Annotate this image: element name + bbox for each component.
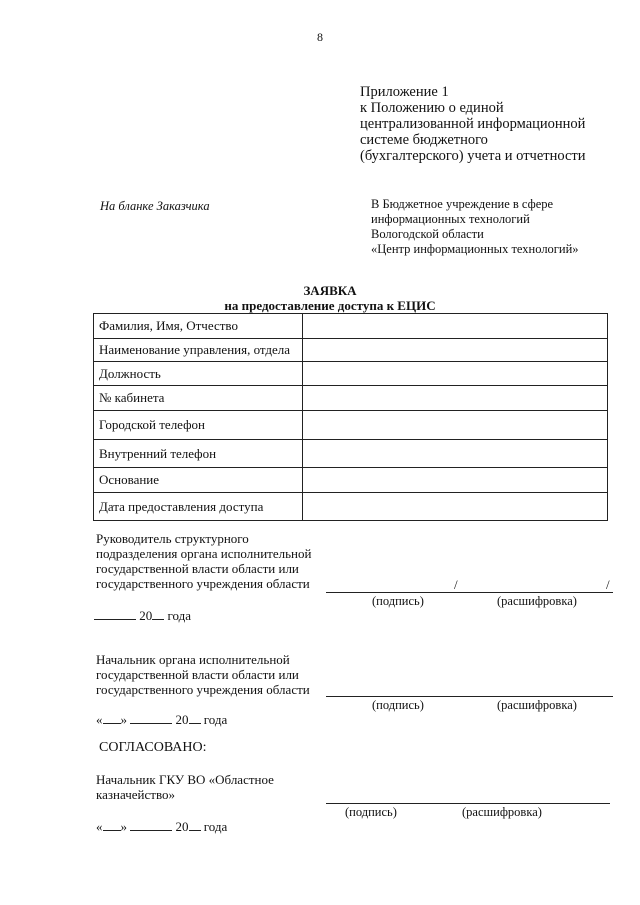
form-row-label: № кабинета xyxy=(94,386,303,411)
block2-line: государственной власти области или xyxy=(96,667,299,682)
form-row-label: Дата предоставления доступа xyxy=(94,493,303,521)
appendix-line: к Положению о единой xyxy=(360,100,504,116)
addressee-line: информационных технологий xyxy=(371,212,530,226)
month-blank[interactable] xyxy=(130,711,172,724)
block3-signature-line[interactable] xyxy=(326,803,610,804)
day-blank[interactable] xyxy=(103,818,121,831)
open-quote: « xyxy=(96,819,103,834)
appendix-line: системе бюджетного xyxy=(360,132,488,148)
year-blank[interactable] xyxy=(189,818,201,831)
on-blank-note: На бланке Заказчика xyxy=(100,199,210,213)
form-row xyxy=(94,468,608,493)
addressee xyxy=(371,197,579,257)
request-form-table xyxy=(93,313,608,521)
addressee-line: «Центр информационных технологий» xyxy=(371,242,579,256)
block3-line: Начальник ГКУ ВО «Областное xyxy=(96,772,274,787)
block3-signature-caption: (подпись) xyxy=(345,805,397,819)
addressee-line: Вологодской области xyxy=(371,227,484,241)
addressee-line: В Бюджетное учреждение в сфере xyxy=(371,197,554,211)
close-quote: » xyxy=(120,712,127,727)
form-row-label: Должность xyxy=(94,362,303,386)
block3-date xyxy=(96,818,227,835)
block3-decode-caption: (расшифровка) xyxy=(462,805,542,819)
form-row-label: Наименование управления, отдела xyxy=(94,339,303,362)
year-word: года xyxy=(167,608,192,623)
document-title: ЗАЯВКА xyxy=(303,283,357,298)
block1-signature-caption: (подпись) xyxy=(372,594,424,608)
block1-date xyxy=(94,607,191,624)
form-row-field[interactable] xyxy=(303,468,608,493)
year-prefix: 20 xyxy=(139,608,153,623)
agreed-heading: СОГЛАСОВАНО: xyxy=(99,740,207,755)
form-row xyxy=(94,493,608,521)
form-row-label: Городской телефон xyxy=(94,411,303,440)
month-blank[interactable] xyxy=(130,818,172,831)
document-subtitle: на предоставление доступа к ЕЦИС xyxy=(224,298,436,313)
form-row-field[interactable] xyxy=(303,440,608,468)
form-row xyxy=(94,411,608,440)
open-quote: « xyxy=(96,712,103,727)
form-row-field[interactable] xyxy=(303,362,608,386)
form-row xyxy=(94,339,608,362)
block1-line: государственной власти области или xyxy=(96,561,299,576)
appendix-line: (бухгалтерского) учета и отчетности xyxy=(360,148,586,164)
block1-line: подразделения органа исполнительной xyxy=(96,546,312,561)
form-row xyxy=(94,440,608,468)
block2-line: государственного учреждения области xyxy=(96,682,310,697)
block1-line: Руководитель структурного xyxy=(96,531,249,546)
appendix-line: централизованной информационной xyxy=(360,116,586,132)
day-blank[interactable] xyxy=(94,607,136,620)
block1-signature-line[interactable] xyxy=(326,592,613,593)
form-row-field[interactable] xyxy=(303,411,608,440)
block2-decode-caption: (расшифровка) xyxy=(497,698,577,712)
year-word: года xyxy=(203,819,228,834)
year-word: года xyxy=(203,712,228,727)
form-row-label: Основание xyxy=(94,468,303,493)
form-row-field[interactable] xyxy=(303,493,608,521)
page-number: 8 xyxy=(317,30,323,44)
form-row xyxy=(94,362,608,386)
appendix-note xyxy=(360,84,586,164)
block2-signature-line[interactable] xyxy=(326,696,613,697)
day-blank[interactable] xyxy=(103,711,121,724)
year-blank[interactable] xyxy=(152,607,164,620)
block1-position xyxy=(96,531,311,591)
form-row xyxy=(94,314,608,339)
form-row-field[interactable] xyxy=(303,314,608,339)
block1-line: государственного учреждения области xyxy=(96,576,310,591)
block3-line: казначейство» xyxy=(96,787,175,802)
block1-slash: / xyxy=(454,577,458,592)
block2-date xyxy=(96,711,227,728)
year-prefix: 20 xyxy=(175,819,189,834)
block1-slash: / xyxy=(606,577,610,592)
form-row-field[interactable] xyxy=(303,386,608,411)
block2-position xyxy=(96,652,310,697)
form-row-label: Внутренний телефон xyxy=(94,440,303,468)
form-row xyxy=(94,386,608,411)
close-quote: » xyxy=(120,819,127,834)
appendix-line: Приложение 1 xyxy=(360,84,449,100)
year-blank[interactable] xyxy=(189,711,201,724)
block3-position xyxy=(96,772,274,802)
block1-decode-caption: (расшифровка) xyxy=(497,594,577,608)
form-row-label: Фамилия, Имя, Отчество xyxy=(94,314,303,339)
block2-line: Начальник органа исполнительной xyxy=(96,652,290,667)
block2-signature-caption: (подпись) xyxy=(372,698,424,712)
form-row-field[interactable] xyxy=(303,339,608,362)
year-prefix: 20 xyxy=(175,712,189,727)
